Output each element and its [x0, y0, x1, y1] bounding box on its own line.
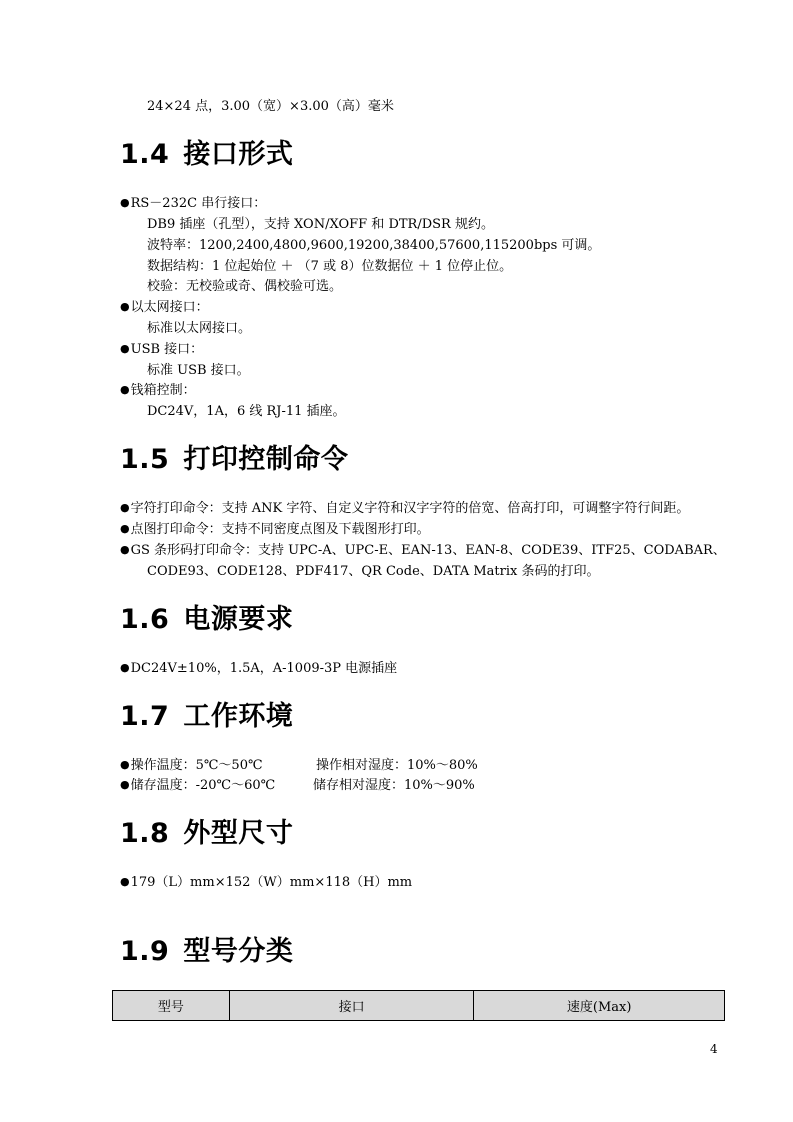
bullet-text: 179（L）mm×152（W）mm×118（H）mm — [130, 875, 413, 890]
section-heading-1-7 — [120, 701, 293, 733]
section-title: 工作环境 — [183, 701, 294, 732]
bullet-text: DC24V±10%，1.5A，A-1009-3P 电源插座 — [130, 661, 398, 676]
bullet-text: GS 条形码打印命令：支持 UPC-A、UPC-E、EAN-13、EAN-8、CODE39、ITF25、CODABAR、 — [130, 543, 726, 558]
bullet-st-temp — [120, 777, 275, 794]
bullet-ethernet — [120, 299, 209, 316]
bullet-gs-cmd — [120, 542, 726, 559]
section-heading-1-5 — [120, 444, 348, 476]
op-humidity: 操作相对湿度：10%～80% — [316, 758, 478, 773]
section-title: 型号分类 — [183, 936, 294, 967]
table-header-interface: 接口 — [229, 991, 474, 1021]
section-heading-1-8 — [120, 818, 293, 850]
model-table — [112, 990, 725, 1021]
section-heading-1-4 — [120, 139, 293, 171]
table-header-row — [113, 991, 725, 1021]
bullet-usb — [120, 341, 203, 358]
gs-cmd-continuation: CODE93、CODE128、PDF417、QR Code、DATA Matrix 条码的打印。 — [147, 564, 600, 579]
bullet-text: 字符打印命令：支持 ANK 字符、自定义字符和汉字字符的倍宽、倍高打印，可调整字符行间距。 — [130, 501, 690, 516]
drawer-line: DC24V，1A，6 线 RJ-11 插座。 — [147, 404, 346, 419]
section-number: 1.8 — [120, 818, 170, 849]
intro-line: 24×24 点，3.00（宽）×3.00（高）毫米 — [147, 99, 394, 114]
rs232-line: 校验：无校验或奇、偶校验可选。 — [147, 279, 343, 294]
bullet-char-cmd — [120, 500, 689, 517]
bullet-op-temp — [120, 757, 263, 774]
bullet-text: 储存温度：-20℃～60℃ — [130, 778, 276, 793]
bullet-drawer — [120, 382, 196, 399]
page-number: 4 — [710, 1042, 718, 1056]
section-number: 1.4 — [120, 139, 170, 170]
rs232-line: DB9 插座（孔型），支持 XON/XOFF 和 DTR/DSR 规约。 — [147, 217, 494, 232]
section-heading-1-9 — [120, 936, 293, 968]
section-title: 外型尺寸 — [183, 818, 294, 849]
st-humidity: 储存相对湿度：10%～90% — [313, 778, 475, 793]
table-header-model: 型号 — [113, 991, 230, 1021]
bullet-rs232 — [120, 195, 266, 212]
bullet-label: USB 接口： — [130, 342, 204, 357]
bullet-text: 操作温度：5℃～50℃ — [130, 758, 263, 773]
bullet-label: RS－232C 串行接口： — [130, 196, 267, 211]
rs232-line: 波特率：1200,2400,4800,9600,19200,38400,57600,115200bps 可调。 — [147, 238, 601, 253]
bullet-dot-cmd — [120, 521, 430, 538]
section-title: 接口形式 — [183, 139, 294, 170]
table-header-speed: 速度(Max) — [474, 991, 725, 1021]
ethernet-line: 标准以太网接口。 — [147, 321, 252, 336]
bullet-power — [120, 660, 397, 677]
rs232-line: 数据结构：1 位起始位 ＋ （7 或 8）位数据位 ＋ 1 位停止位。 — [147, 259, 513, 274]
section-number: 1.5 — [120, 444, 170, 475]
section-title: 电源要求 — [183, 604, 294, 635]
usb-line: 标准 USB 接口。 — [147, 363, 250, 378]
section-title: 打印控制命令 — [183, 444, 349, 475]
bullet-label: 以太网接口： — [130, 300, 209, 315]
section-number: 1.7 — [120, 701, 170, 732]
bullet-text: 点图打印命令：支持不同密度点图及下载图形打印。 — [130, 522, 430, 537]
bullet-label: 钱箱控制： — [130, 383, 196, 398]
section-number: 1.9 — [120, 936, 170, 967]
section-number: 1.6 — [120, 604, 170, 635]
section-heading-1-6 — [120, 604, 293, 636]
bullet-dimensions — [120, 874, 412, 891]
